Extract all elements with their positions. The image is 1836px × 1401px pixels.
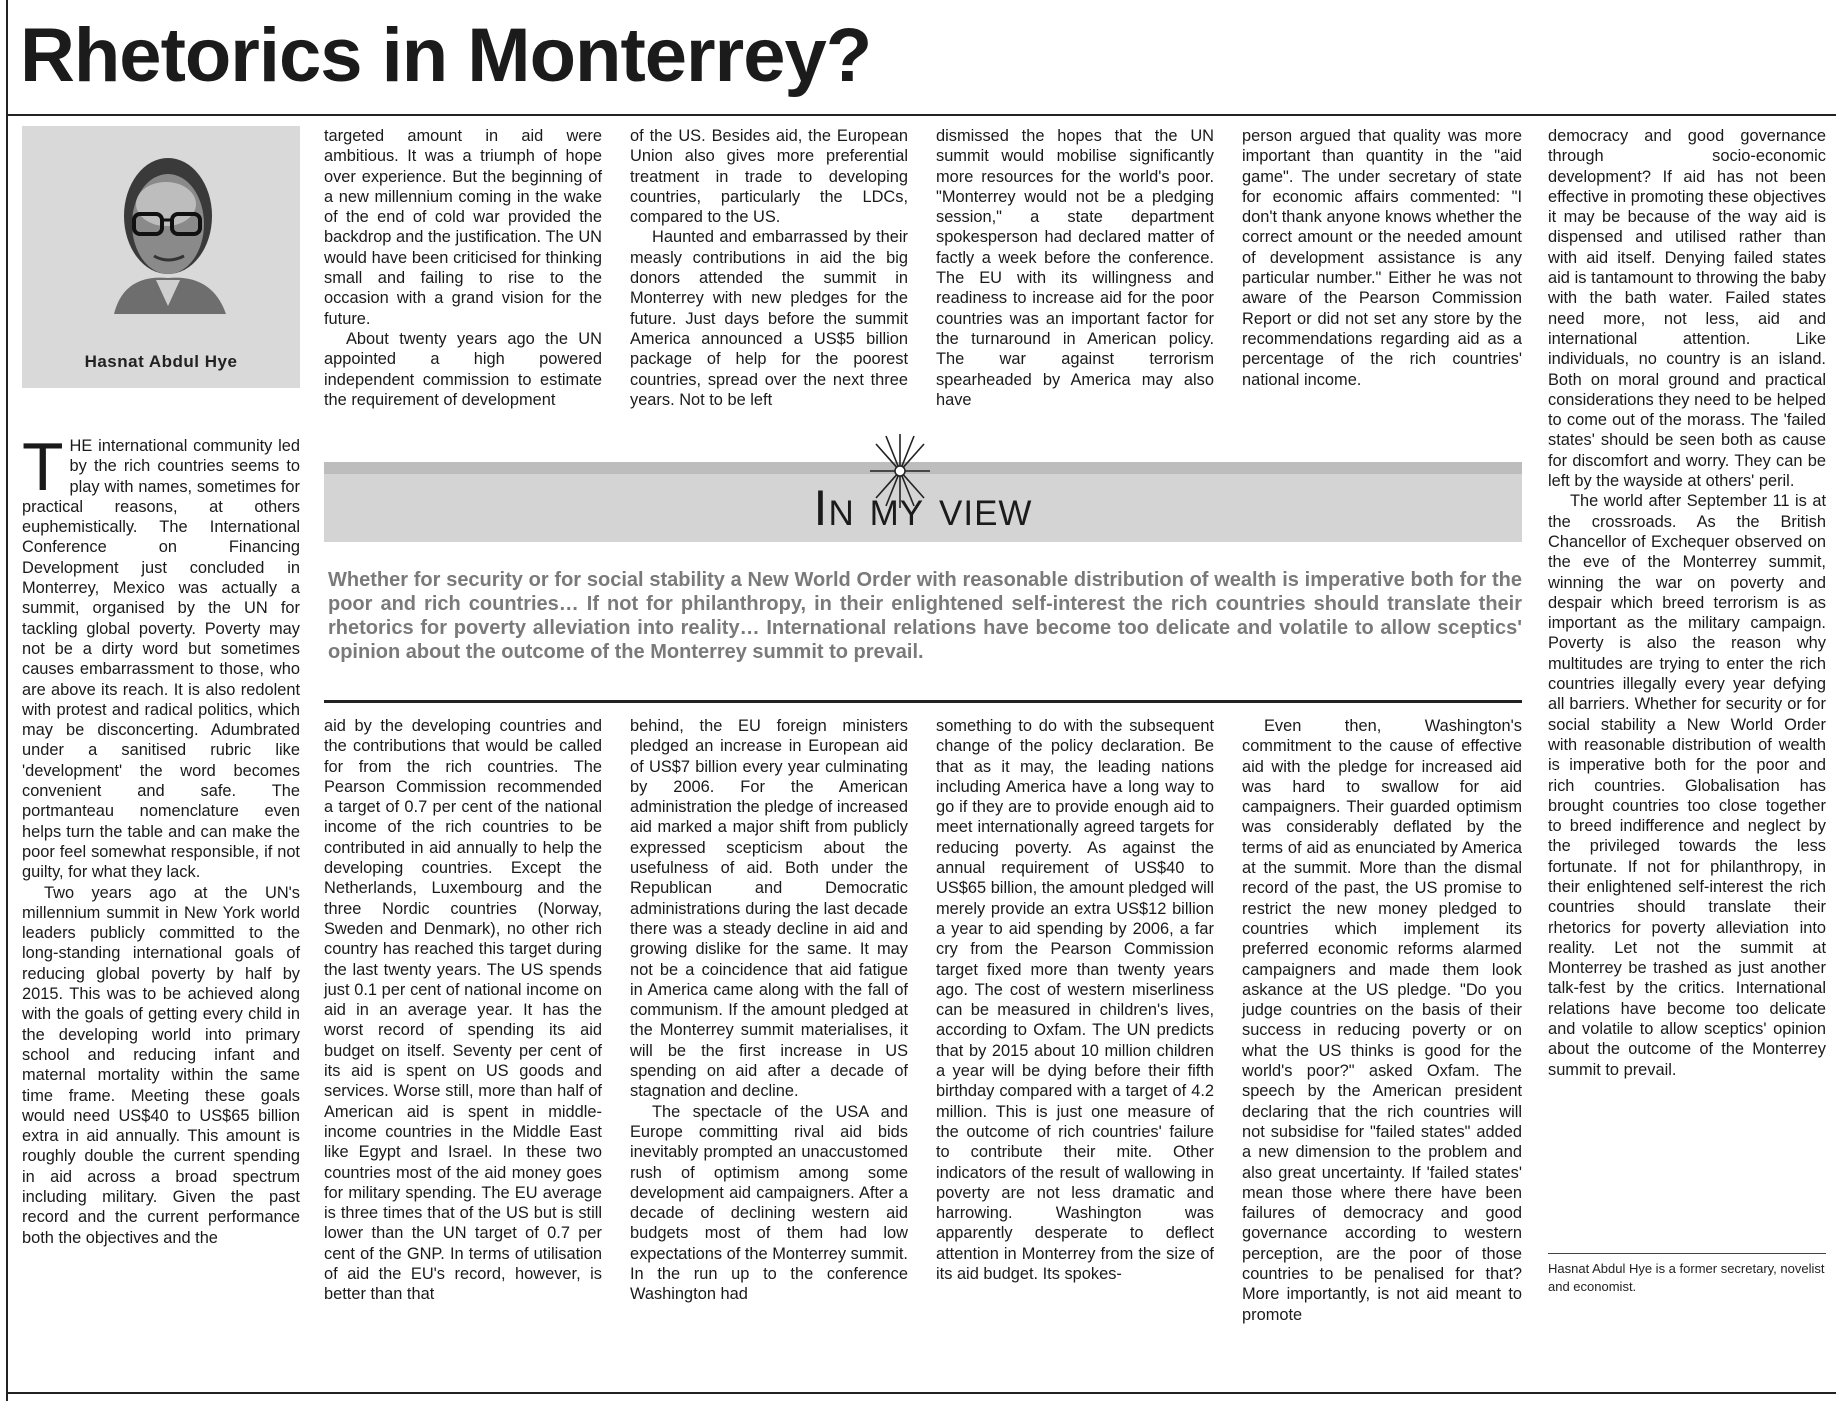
drop-cap: T <box>22 429 64 505</box>
column-5-bottom <box>1242 716 1522 1325</box>
col2-top-paragraph-1: targeted amount in aid were ambitious. It was a triumph of hope over experience. But the beginning of a new millennium coming in the wake of the end of cold war provided the backdrop and the justification. The UN would have been criticised for thinking small and failing to rise to the occasion with a grand vision for the future. <box>324 127 602 328</box>
col2-bottom-paragraph-1: aid by the developing countries and the contributions that would be called for from the rich countries. The Pearson Commission recommended a target of 0.7 per cent of the national income of the rich countries to be contributed in aid annually to help the developing countries. Except the Netherlands, Luxembourg and the three Nordic countries (Norway, Sweden and Denmark), no other rich country has reached this target during the last twenty years. The US spends just 0.1 per cent of national income on aid in an average year. It has the worst record of spending its aid budget on itself. Seventy per cent of its aid is spent on US goods and services. Worse still, more than half of American aid is spent in middle-income countries in the Middle East like Egypt and Israel. In these two countries most of the aid money goes for military spending. The EU average is three times that of the US but is still lower than the UN target of 0.7 per cent of the GNP. In terms of utilisation of aid the EU's record, however, is better than that <box>324 717 602 1304</box>
page-bottom-rule <box>6 1392 1836 1394</box>
column-1 <box>22 429 300 1248</box>
col3-top-paragraph-2: Haunted and embarrassed by their measly contributions in aid the big donors attended the summit in Monterrey with new pledges for the future. Just days before the summit America announced a US$5 billion package of help for the poorest countries, spread over the next three years. Not to be left <box>630 228 908 409</box>
author-photo-box <box>22 126 300 388</box>
col1-paragraph-1-text: HE international community led by the rich countries seems to play with names, sometimes for practical reasons, at others euphemistically. The International Conference on Financing Development just concluded in Monterrey, Mexico was actually a summit, organised by the UN for tackling global poverty. Poverty may not be a dirty word but sometimes causes embarrassment to those, who are above its reach. It is also redolent with protest and radical politics, which may be disconcerting. Adumbrated under a sanitised rubric like 'development' the word becomes convenient and safe. The portmanteau nomenclature even helps turn the table and can make the poor feel somewhat responsible, if not guilty, for what they lack. <box>22 437 300 882</box>
col4-bottom-paragraph-1: something to do with the subsequent change of the policy declaration. Be that as it may, the leading nations including America have a long way to go if they are to provide enough aid to meet internationally agreed targets for reducing poverty. As against the annual requirement of US$40 to US$65 billion, the amount pledged will merely provide an extra US$12 billion a year to aid spending by 2006, a far cry from the Pearson Commission target fixed more than twenty years ago. The cost of western miserliness can be measured in children's lives, according to Oxfam. The UN predicts that by 2015 about 10 million children a year will be dying before their fifth birthday compared with a target of 4.2 million. This is just one measure of the outcome of rich countries' failure to contribute their mite. Other indicators of the result of wallowing in poverty are not less dramatic and harrowing. Washington was apparently desperate to deflect attention in Monterrey from the size of its aid budget. Its spokes- <box>936 717 1214 1284</box>
starburst-icon <box>870 434 930 508</box>
col4-top-paragraph-1: dismissed the hopes that the UN summit would mobilise significantly more resources for the world's poor. "Monterrey would not be a pledging session," a state department spokesperson had declared matter of factly a week before the conference. The EU with its willingness and readiness to increase aid for the poor countries was an important factor for the turnaround in American policy. The war against terrorism spearheaded by America may also have <box>936 127 1214 409</box>
headline: Rhetorics in Monterrey? <box>20 13 872 98</box>
headline-rule <box>6 114 1836 116</box>
column-2-bottom <box>324 716 602 1305</box>
column-6 <box>1548 126 1826 1080</box>
column-3-top <box>630 126 908 410</box>
col5-top-paragraph-1: person argued that quality was more important than quantity in the "aid game". The under secretary of state for economic affairs commented: "I don't thank anyone knows whether the correct amount or the needed amount of development assistance is any particular number." Either he was not aware of the Pearson Commission Report or did not set any store by the recommendations regarding aid as a percentage of the rich countries' national income. <box>1242 127 1522 389</box>
col2-top-paragraph-2: About twenty years ago the UN appointed a high powered independent commission to estimate the requirement of development <box>324 329 602 409</box>
pull-quote: Whether for security or for social stability a New World Order with reasonable distribution of wealth is imperative both for the poor and rich countries… If not for philanthropy, in their enlightened self-interest the rich countries should translate their rhetorics for poverty alleviation into reality… International relations have become too delicate and volatile to allow sceptics' opinion about the outcome of the Monterrey summit to prevail. <box>328 569 1522 663</box>
col6-paragraph-2: The world after September 11 is at the crossroads. As the British Chancellor of Exchequer observed on the eve of the Monterrey summit, winning the war on poverty and despair which breed terrorism is as important as the military campaign. Poverty is also the reason why multitudes are trying to enter the rich countries illegally every year defying all barriers. Whether for security or for social stability a New World Order with reasonable distribution of wealth is imperative both for the poor and rich countries. Globalisation has brought countries too close together to breed indifference and neglect by the privileged towards the less fortunate. If not for philanthropy, in their enlightened self-interest the rich countries should translate their rhetorics for poverty alleviation into reality. Let not the summit at Monterrey be trashed as just another talk-fest by the critics. International relations have become too delicate and volatile to allow sceptics' opinion about the outcome of the Monterrey summit to prevail. <box>1548 492 1826 1079</box>
col6-paragraph-1: democracy and good governance through socio-economic development? If aid has not been effective in promoting these objectives it may be because of the way aid is dispensed and utilised rather than with aid itself. Denying failed states aid is tantamount to throwing the baby with the bath water. Failed states need more, not less, aid and international attention. Like individuals, no country is an island. Both on moral ground and practical considerations they need to be helped to come out of the morass. The 'failed states' should be seen both as cause for discomfort and worry. They can be left by the wayside at others' peril. <box>1548 127 1826 491</box>
column-3-bottom <box>630 716 908 1305</box>
author-bio: Hasnat Abdul Hye is a former secretary, novelist and economist. <box>1548 1261 1825 1294</box>
col1-paragraph-2: Two years ago at the UN's millennium summit in New York world leaders publicly committed to the long-standing international goals of reducing global poverty by half by 2015. This was to be achieved along with the goals of getting every child in the developing world into primary school and reducing infant and maternal mortality within the same time frame. Meeting these goals would need US$40 to US$65 billion extra in aid annually. This amount is roughly double the current spending in aid across a broad spectrum including military. Given the past record and the current performance both the objectives and the <box>22 883 300 1247</box>
col1-paragraph-1 <box>22 429 300 883</box>
col5-bottom-paragraph-1: Even then, Washington's commitment to the cause of effective aid with the pledge for increased aid was hard to swallow for aid campaigners. Their guarded optimism was considerably deflated by the terms of aid as enunciated by America at the summit. More than the dismal record of the past, the US promise to restrict the new money pledged to countries which implement its preferred economic reforms alarmed campaigners and made them look askance at the US pledge. "Do you judge countries on the basis of their success in reducing poverty or on what the US thinks is good for the world's poor?" asked Oxfam. The speech by the American president declaring that the rich countries will not subsidise for "failed states" added a new dimension to the problem and also great uncertainty. If 'failed states' mean those where there have been failures of democracy and good governance according to western perception, are the poor of those countries to be penalised for that? More importantly, is not aid meant to promote <box>1242 717 1522 1324</box>
section-title: In my view <box>813 480 1033 536</box>
column-2-top <box>324 126 602 410</box>
bio-rule <box>1548 1253 1826 1254</box>
col3-bottom-paragraph-2: The spectacle of the USA and Europe committing rival aid bids inevitably prompted an unaccustomed rush of optimism among some development aid campaigners. After a decade of declining western aid budgets most of them had low expectations of the Monterrey summit. In the run up to the conference Washington had <box>630 1102 908 1304</box>
column-4-top <box>936 126 1214 410</box>
author-portrait-image <box>104 146 236 314</box>
author-byline: Hasnat Abdul Hye <box>84 352 238 371</box>
col3-top-paragraph-1: of the US. Besides aid, the European Union also gives more preferential treatment in trade to developing countries, particularly the LDCs, compared to the US. <box>630 127 908 227</box>
page-border-left <box>6 0 8 1401</box>
col3-bottom-paragraph-1: behind, the EU foreign ministers pledged an increase in European aid of US$7 billion every year culminating by 2006. For the American administration the pledge of increased aid marked a major shift from publicly expressed scepticism about the usefulness of aid. Both under the Republican and Democratic administrations during the last decade there was a steady decline in aid and growing dislike for the same. It may not be a coincidence that aid fatigue in America came along with the fall of communism. If the amount pledged at the Monterrey summit materialises, it will be the first increase in US spending on aid after a decade of stagnation and decline. <box>630 717 908 1101</box>
column-5-top <box>1242 126 1522 390</box>
column-4-bottom <box>936 716 1214 1284</box>
pull-quote-rule <box>324 700 1522 703</box>
